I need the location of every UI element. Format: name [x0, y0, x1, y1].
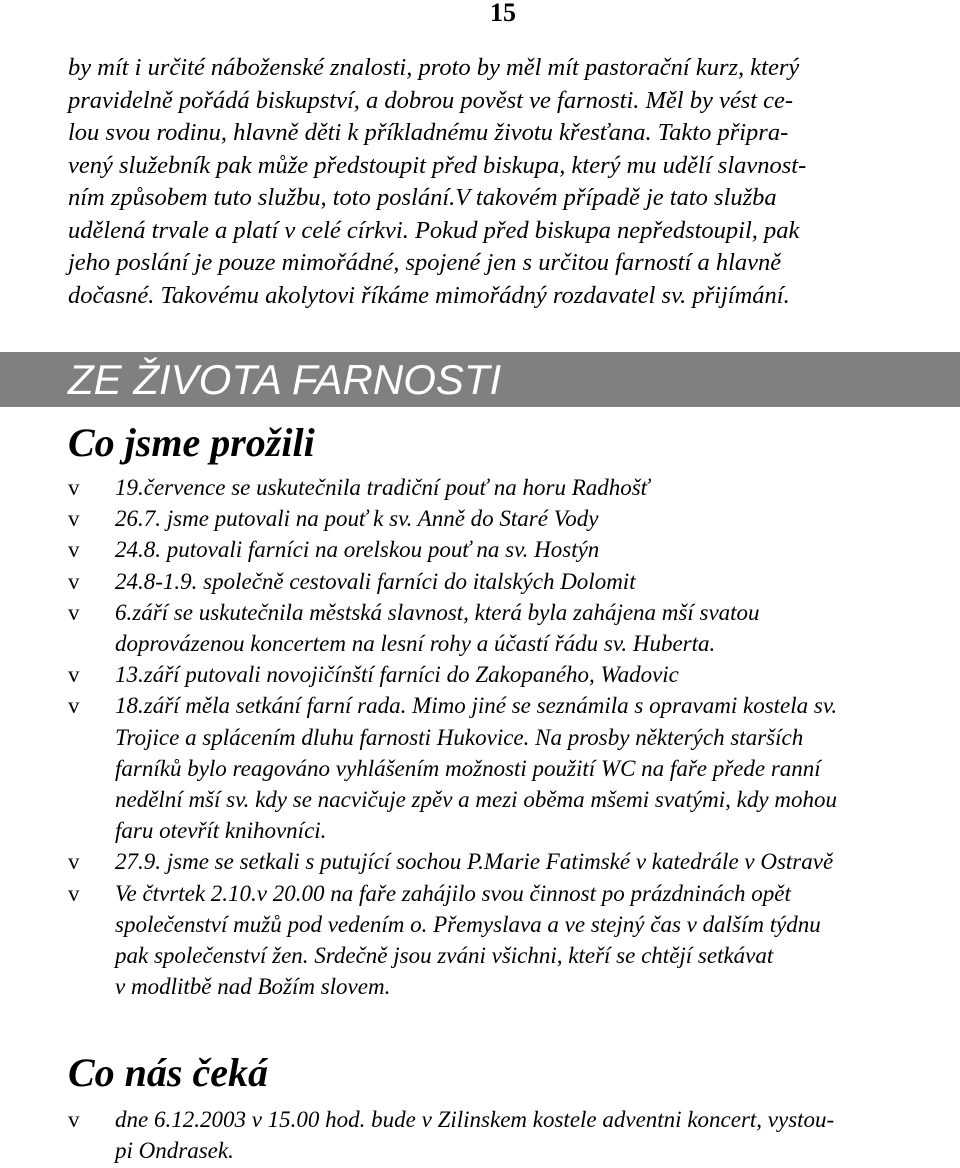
list-item	[68, 846, 948, 877]
list-item	[68, 503, 948, 534]
list-item	[68, 534, 948, 565]
item-line: dne 6.12.2003 v 15.00 hod. bude v Zilinskem kostele adventni koncert, vystou-	[115, 1107, 835, 1132]
list-item	[68, 659, 948, 690]
item-line: 13.září putovali novojičínští farníci do Zakopaného, Wadovic	[115, 662, 679, 688]
bullet-marker: v	[68, 1107, 80, 1132]
intro-line: by mít i určité náboženské znalosti, proto by měl mít pastorační kurz, který	[68, 54, 800, 81]
list-item	[68, 878, 948, 1003]
bullet-marker: v	[68, 880, 80, 906]
page-number: 15	[490, 0, 516, 27]
item-line: 18.září měla setkání farní rada. Mimo jiné se seznámila s opravami kostela sv.	[115, 693, 838, 719]
item-line: Trojice a splácením dluhu farnosti Hukovice. Na prosby některých starších	[115, 724, 804, 750]
past-events-list	[68, 472, 948, 1002]
item-line: faru otevřít knihovníci.	[115, 818, 327, 844]
item-line: 19.července se uskutečnila tradiční pouť na horu Radhošť	[115, 475, 650, 500]
item-line: společenství mužů pod vedením o. Přemyslava a ve stejný čas v dalším týdnu	[115, 911, 821, 937]
section-banner	[0, 352, 960, 407]
intro-line: vený služebník pak může předstoupit před biskupa, který mu udělí slavnost-	[68, 151, 807, 179]
item-line: 24.8. putovali farníci na orelskou pouť na sv. Hostýn	[115, 537, 600, 563]
list-item	[68, 690, 948, 846]
item-line: pak společenství žen. Srdečně jsou zváni všichni, kteří se chtějí setkávat	[115, 943, 774, 969]
bullet-marker: v	[68, 537, 80, 563]
bullet-marker: v	[68, 506, 80, 532]
item-line: v modlitbě nad Božím slovem.	[115, 974, 391, 1000]
list-item	[68, 1104, 948, 1166]
item-line: Ve čtvrtek 2.10.v 20.00 na faře zahájilo svou činnost po prázdninách opět	[115, 880, 791, 906]
intro-line: udělená trvale a platí v celé církvi. Pokud před biskupa nepředstoupil, pak	[68, 216, 800, 244]
list-item	[68, 566, 948, 597]
item-line: 27.9. jsme se setkali s putující sochou P.Marie Fatimské v katedrále v Ostravě	[115, 849, 834, 875]
item-line: 24.8-1.9. společně cestovali farníci do italských Dolomit	[115, 568, 636, 594]
list-item	[68, 597, 948, 659]
bullet-marker: v	[68, 693, 80, 719]
upcoming-events-list	[68, 1104, 948, 1166]
intro-line: jeho poslání je pouze mimořádné, spojené jen s určitou farností a hlavně	[68, 249, 782, 276]
list-item	[68, 472, 948, 503]
item-line: farníků bylo reagováno vyhlášením možnosti použití WC na faře přede ranní	[115, 755, 821, 781]
intro-line: pravidelně pořádá biskupství, a dobrou pověst ve farnosti. Měl by vést ce-	[68, 86, 794, 114]
bullet-marker: v	[68, 662, 80, 688]
item-line: 26.7. jsme putovali na pouť k sv. Anně do Staré Vody	[115, 506, 599, 532]
item-line: 6.září se uskutečnila městská slavnost, která byla zahájena mší svatou	[115, 599, 760, 625]
intro-line: lou svou rodinu, hlavně děti k příkladnému životu křesťana. Takto připra-	[68, 119, 789, 146]
bullet-marker: v	[68, 849, 80, 875]
item-line: pi Ondrasek.	[115, 1138, 234, 1164]
bullet-marker: v	[68, 599, 80, 625]
upcoming-events-heading: Co nás čeká	[68, 1050, 268, 1095]
bullet-marker: v	[68, 568, 80, 594]
intro-line: dočasné. Takovému akolytovi říkáme mimořádný rozdavatel sv. přijímání.	[68, 281, 790, 309]
item-line: doprovázenou koncertem na lesní rohy a účastí řádu sv. Huberta.	[115, 631, 716, 657]
bullet-marker: v	[68, 475, 80, 500]
section-banner-title: ZE ŽIVOTA FARNOSTI	[68, 356, 502, 403]
item-line: nedělní mší sv. kdy se nacvičuje zpěv a mezi oběma mšemi svatými, kdy mohou	[115, 787, 837, 813]
intro-line: ním způsobem tuto službu, toto poslání.V takovém případě je tato služba	[68, 184, 777, 211]
past-events-heading: Co jsme prožili	[68, 420, 315, 465]
intro-paragraph	[68, 52, 940, 312]
